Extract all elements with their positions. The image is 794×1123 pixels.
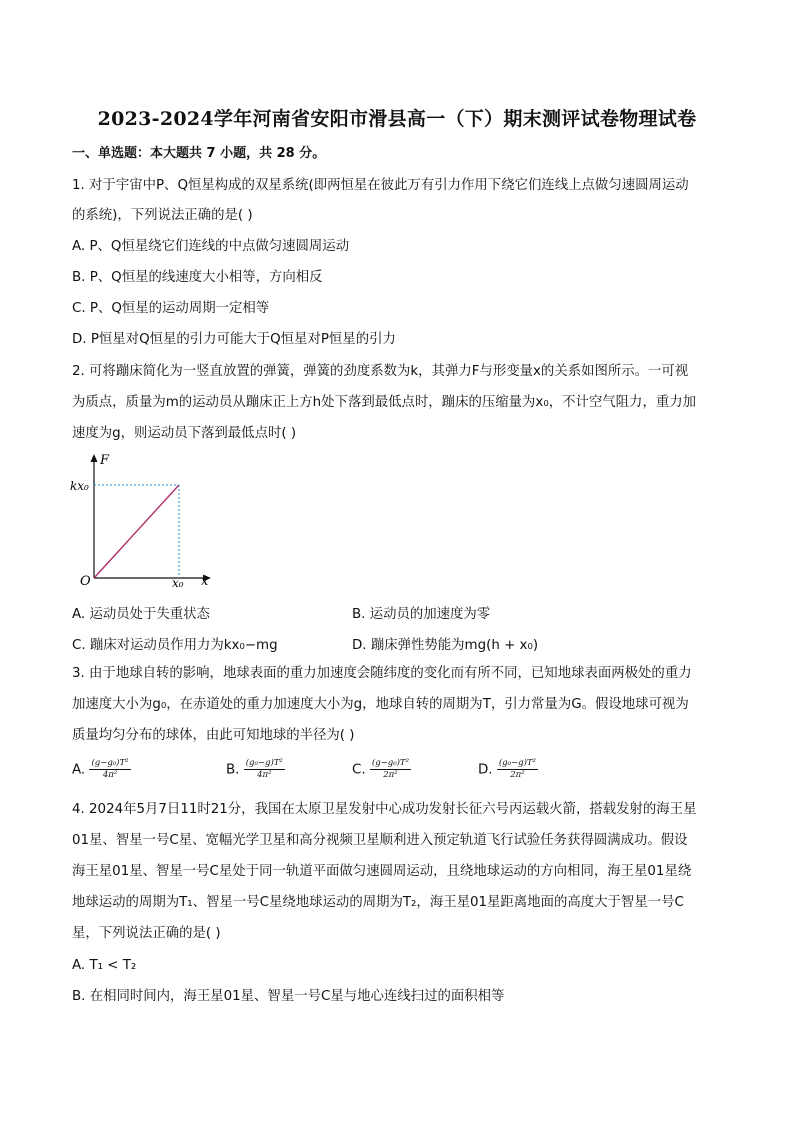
q3-option-c-numerator: (g−g₀)T² (371, 758, 409, 768)
q3-stem-line1: 3. 由于地球自转的影响，地球表面的重力加速度会随纬度的变化而有所不同，已知地球表面两极处的重力 (72, 666, 692, 681)
q2-option-c: C. 蹦床对运动员作用力为kx₀−mg (72, 638, 278, 653)
q1-option-d: D. P恒星对Q恒星的引力可能大于Q恒星对P恒星的引力 (72, 332, 396, 347)
origin-label: O (80, 574, 91, 589)
q3-option-a-numerator: (g−g₀)T² (91, 758, 129, 768)
q1-option-c: C. P、Q恒星的运动周期一定相等 (72, 301, 270, 316)
q3-option-c-fraction (370, 758, 411, 781)
q4-stem-line3: 海王星01星、智星一号C星处于同一轨道平面做匀速圆周运动，且绕地球运动的方向相同，海王星01星绕 (72, 864, 692, 879)
q4-stem-line2: 01星、智星一号C星、宽幅光学卫星和高分视频卫星顺利进入预定轨道飞行试验任务获得圆满成功。假设 (72, 833, 688, 848)
q3-option-b-denominator: 4π² (257, 770, 272, 780)
q1-stem-line1: 1. 对于宇宙中P、Q恒星构成的双星系统(即两恒星在彼此万有引力作用下绕它们连线上点做匀速圆周运动 (72, 178, 689, 193)
q3-option-c-denominator: 2π² (383, 770, 398, 780)
q1-option-a: A. P、Q恒星绕它们连线的中点做匀速圆周运动 (72, 239, 350, 254)
q2-option-d: D. 蹦床弹性势能为mg(h + x₀) (352, 638, 539, 653)
x-tick-label: x₀ (172, 576, 184, 590)
q4-stem-line1: 4. 2024年5月7日11时21分，我国在太原卫星发射中心成功发射长征六号丙运载火箭，搭载发射的海王星 (72, 802, 697, 817)
q4-option-a: A. T₁ < T₂ (72, 958, 137, 973)
q3-option-a (72, 758, 131, 781)
q2-option-b: B. 运动员的加速度为零 (352, 607, 491, 622)
q3-option-d-denominator: 2π² (510, 770, 525, 780)
y-tick-label: kx₀ (70, 479, 89, 493)
q1-option-b: B. P、Q恒星的线速度大小相等，方向相反 (72, 270, 323, 285)
q3-option-b (226, 758, 285, 781)
q2-option-a: A. 运动员处于失重状态 (72, 607, 210, 622)
force-line (94, 485, 179, 578)
q2-stem-line1: 2. 可将蹦床简化为一竖直放置的弹簧，弹簧的劲度系数为k，其弹力F与形变量x的关系如图所示。一可视 (72, 364, 689, 379)
page-title: 2023-2024学年河南省安阳市滑县高一（下）期末测评试卷物理试卷 (97, 108, 697, 130)
q2-stem-line2: 为质点，质量为m的运动员从蹦床正上方h处下落到最低点时，蹦床的压缩量为x₀，不计空气阻力，重力加 (72, 395, 697, 410)
q3-option-a-denominator: 4π² (102, 770, 118, 780)
force-displacement-graph (70, 450, 220, 595)
q3-option-c-label: C. (352, 762, 366, 778)
q3-option-d-numerator: (g₀−g)T² (498, 758, 536, 768)
q3-option-d (478, 758, 538, 781)
q3-stem-line2: 加速度大小为g₀，在赤道处的重力加速度大小为g，地球自转的周期为T，引力常量为G。假设地球可视为 (72, 697, 689, 712)
section-heading: 一、单选题：本大题共 7 小题，共 28 分。 (72, 146, 326, 161)
q3-option-b-label: B. (226, 762, 240, 778)
q3-option-c (352, 758, 411, 781)
q2-stem-line3: 速度为g，则运动员下落到最低点时( ) (72, 426, 297, 441)
y-axis-label: F (100, 453, 110, 468)
q4-stem-line5: 星，下列说法正确的是( ) (72, 926, 221, 941)
y-axis-arrow (91, 454, 98, 462)
q3-option-b-numerator: (g₀−g)T² (245, 758, 283, 768)
q3-stem-line3: 质量均匀分布的球体，由此可知地球的半径为( ) (72, 728, 355, 743)
q4-option-b: B. 在相同时间内，海王星01星、智星一号C星与地心连线扫过的面积相等 (72, 989, 505, 1004)
q3-option-d-fraction (497, 758, 538, 781)
x-axis-label: x (201, 574, 209, 589)
q3-option-a-label: A. (72, 762, 86, 778)
q1-stem-line2: 的系统)，下列说法正确的是( ) (72, 208, 253, 223)
q3-option-b-fraction (244, 758, 285, 781)
q3-option-a-fraction (89, 758, 130, 781)
q3-option-d-label: D. (478, 762, 493, 778)
q4-stem-line4: 地球运动的周期为T₁、智星一号C星绕地球运动的周期为T₂，海王星01星距离地面的高度大于智星一号C (72, 895, 684, 910)
